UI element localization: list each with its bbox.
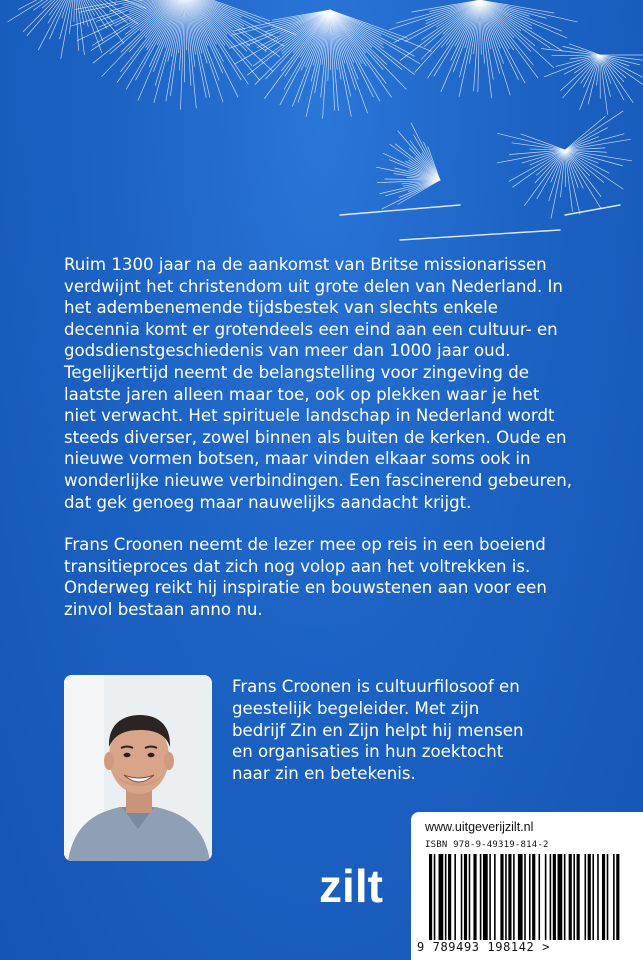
barcode-bar bbox=[508, 854, 511, 940]
seed-filament bbox=[330, 10, 432, 51]
author-bio: Frans Croonen is cultuurfilosoof en geestelijk begeleider. Met zijn bedrijf Zin en Zijn helpt hij mensen en organisaties in hun zoektocht naar zin en betekenis. bbox=[232, 677, 524, 784]
blurb-paragraph-2: Frans Croonen neemt de lezer mee op reis in een boeiend transitieproces dat zich nog volop aan het voltrekken is. Onderweg reikt hij inspiratie en bouwstenen aan voor een zinvol bestaan anno nu. bbox=[64, 535, 547, 619]
seed-filament bbox=[563, 46, 600, 55]
barcode-bar bbox=[532, 854, 535, 940]
seed-filament bbox=[23, 0, 75, 31]
publisher-logo bbox=[304, 858, 398, 920]
seed-stem bbox=[565, 205, 620, 215]
seed-filament bbox=[521, 134, 565, 150]
barcode-bar bbox=[518, 854, 523, 940]
barcode-bar bbox=[564, 854, 566, 940]
barcode-bar bbox=[585, 854, 587, 940]
seed-filament bbox=[74, 0, 75, 22]
barcode-bar bbox=[473, 854, 476, 940]
barcode-bar bbox=[553, 854, 556, 940]
seed-filament bbox=[565, 111, 623, 150]
author-photo bbox=[64, 675, 212, 861]
barcode-bar bbox=[558, 854, 563, 940]
seed-filament bbox=[75, 0, 78, 50]
seed-filament bbox=[565, 116, 605, 150]
seed-filament bbox=[552, 55, 600, 56]
seed-stem bbox=[340, 205, 460, 215]
barcode-bar bbox=[597, 854, 599, 940]
barcode-bar bbox=[588, 854, 591, 940]
barcode-bar bbox=[500, 854, 503, 940]
barcode-bar bbox=[607, 854, 609, 940]
barcode-bar bbox=[445, 854, 447, 940]
seed-filament bbox=[399, 180, 440, 197]
barcode-bar bbox=[494, 854, 496, 940]
barcode-bar bbox=[550, 854, 552, 940]
barcode-panel bbox=[411, 812, 643, 960]
seed-filament bbox=[414, 135, 440, 180]
barcode-bar bbox=[513, 854, 515, 940]
barcode-bar bbox=[577, 854, 580, 940]
barcode-bar bbox=[469, 854, 471, 940]
seed-filament bbox=[497, 133, 565, 150]
seed-filament bbox=[565, 150, 572, 211]
barcode-bar bbox=[573, 854, 575, 940]
seed-filament bbox=[565, 150, 623, 189]
barcode-bar bbox=[569, 854, 572, 940]
barcode-bar bbox=[439, 854, 444, 940]
seed-filament bbox=[75, 0, 142, 1]
barcode-bar bbox=[480, 854, 482, 940]
barcode-bar bbox=[613, 854, 615, 940]
barcode-bar bbox=[429, 854, 432, 940]
barcode-bar bbox=[483, 854, 488, 940]
seed-filament bbox=[544, 55, 600, 77]
blurb-paragraph-1: Ruim 1300 jaar na de aankomst van Britse missionarissen verdwijnt het christendom uit grote delen van Nederland. In het adembenemende tijdsbestek van slechts enkele decennia komt er grotendeels een eind aan een cultuur- en godsdienstgeschiedenis van meer dan 1000 jaar oud. Tegelijkertijd neemt de belangstelling voor zingeving de laatste jaren alleen maar toe, ook op plekken waar je het niet verwacht. Het spirituele landschap in Nederland wordt steeds diverser, zowel binnen als buiten de kerken. Oude en nieuwe vormen botsen, maar vinden elkaar soms ook in wonderlijke nieuwe verbindingen. Een fascinerend gebeuren, dat gek genoeg maar nauwelijks aandacht krijgt. bbox=[64, 255, 573, 512]
barcode-bar bbox=[529, 854, 531, 940]
seed-filament bbox=[266, 10, 330, 79]
seed-stem bbox=[400, 230, 560, 240]
barcode-bar bbox=[454, 854, 456, 940]
seed-filament bbox=[563, 55, 600, 98]
barcode-bar bbox=[545, 854, 547, 940]
barcode-bar bbox=[448, 854, 451, 940]
barcode-digits: 9 789493 198142 > bbox=[417, 940, 551, 954]
seed-filament bbox=[565, 150, 601, 208]
publisher-website: www.uitgeverijzilt.nl bbox=[425, 820, 534, 834]
seed-filament bbox=[565, 150, 590, 176]
publisher-logo-text: zilt bbox=[319, 860, 383, 912]
barcode-bar bbox=[464, 854, 467, 940]
barcode-bar bbox=[505, 854, 507, 940]
barcode-bar bbox=[538, 854, 540, 940]
seed-filament bbox=[512, 143, 565, 150]
dandelion-seeds-illustration bbox=[0, 0, 643, 280]
seed-filament bbox=[38, 0, 75, 50]
barcode-bar bbox=[461, 854, 463, 940]
barcode-bar bbox=[434, 854, 436, 940]
barcode-bar bbox=[616, 854, 619, 940]
barcode-bar bbox=[489, 854, 491, 940]
barcode-bar bbox=[602, 854, 605, 940]
isbn-label: ISBN 978-9-49319-814-2 bbox=[425, 840, 549, 850]
barcode-bar bbox=[592, 854, 594, 940]
seed-filament bbox=[60, 0, 75, 39]
barcode-bars bbox=[429, 854, 621, 940]
barcode-bar bbox=[524, 854, 526, 940]
seed-filament bbox=[75, 0, 146, 8]
author-portrait-image bbox=[64, 675, 212, 861]
